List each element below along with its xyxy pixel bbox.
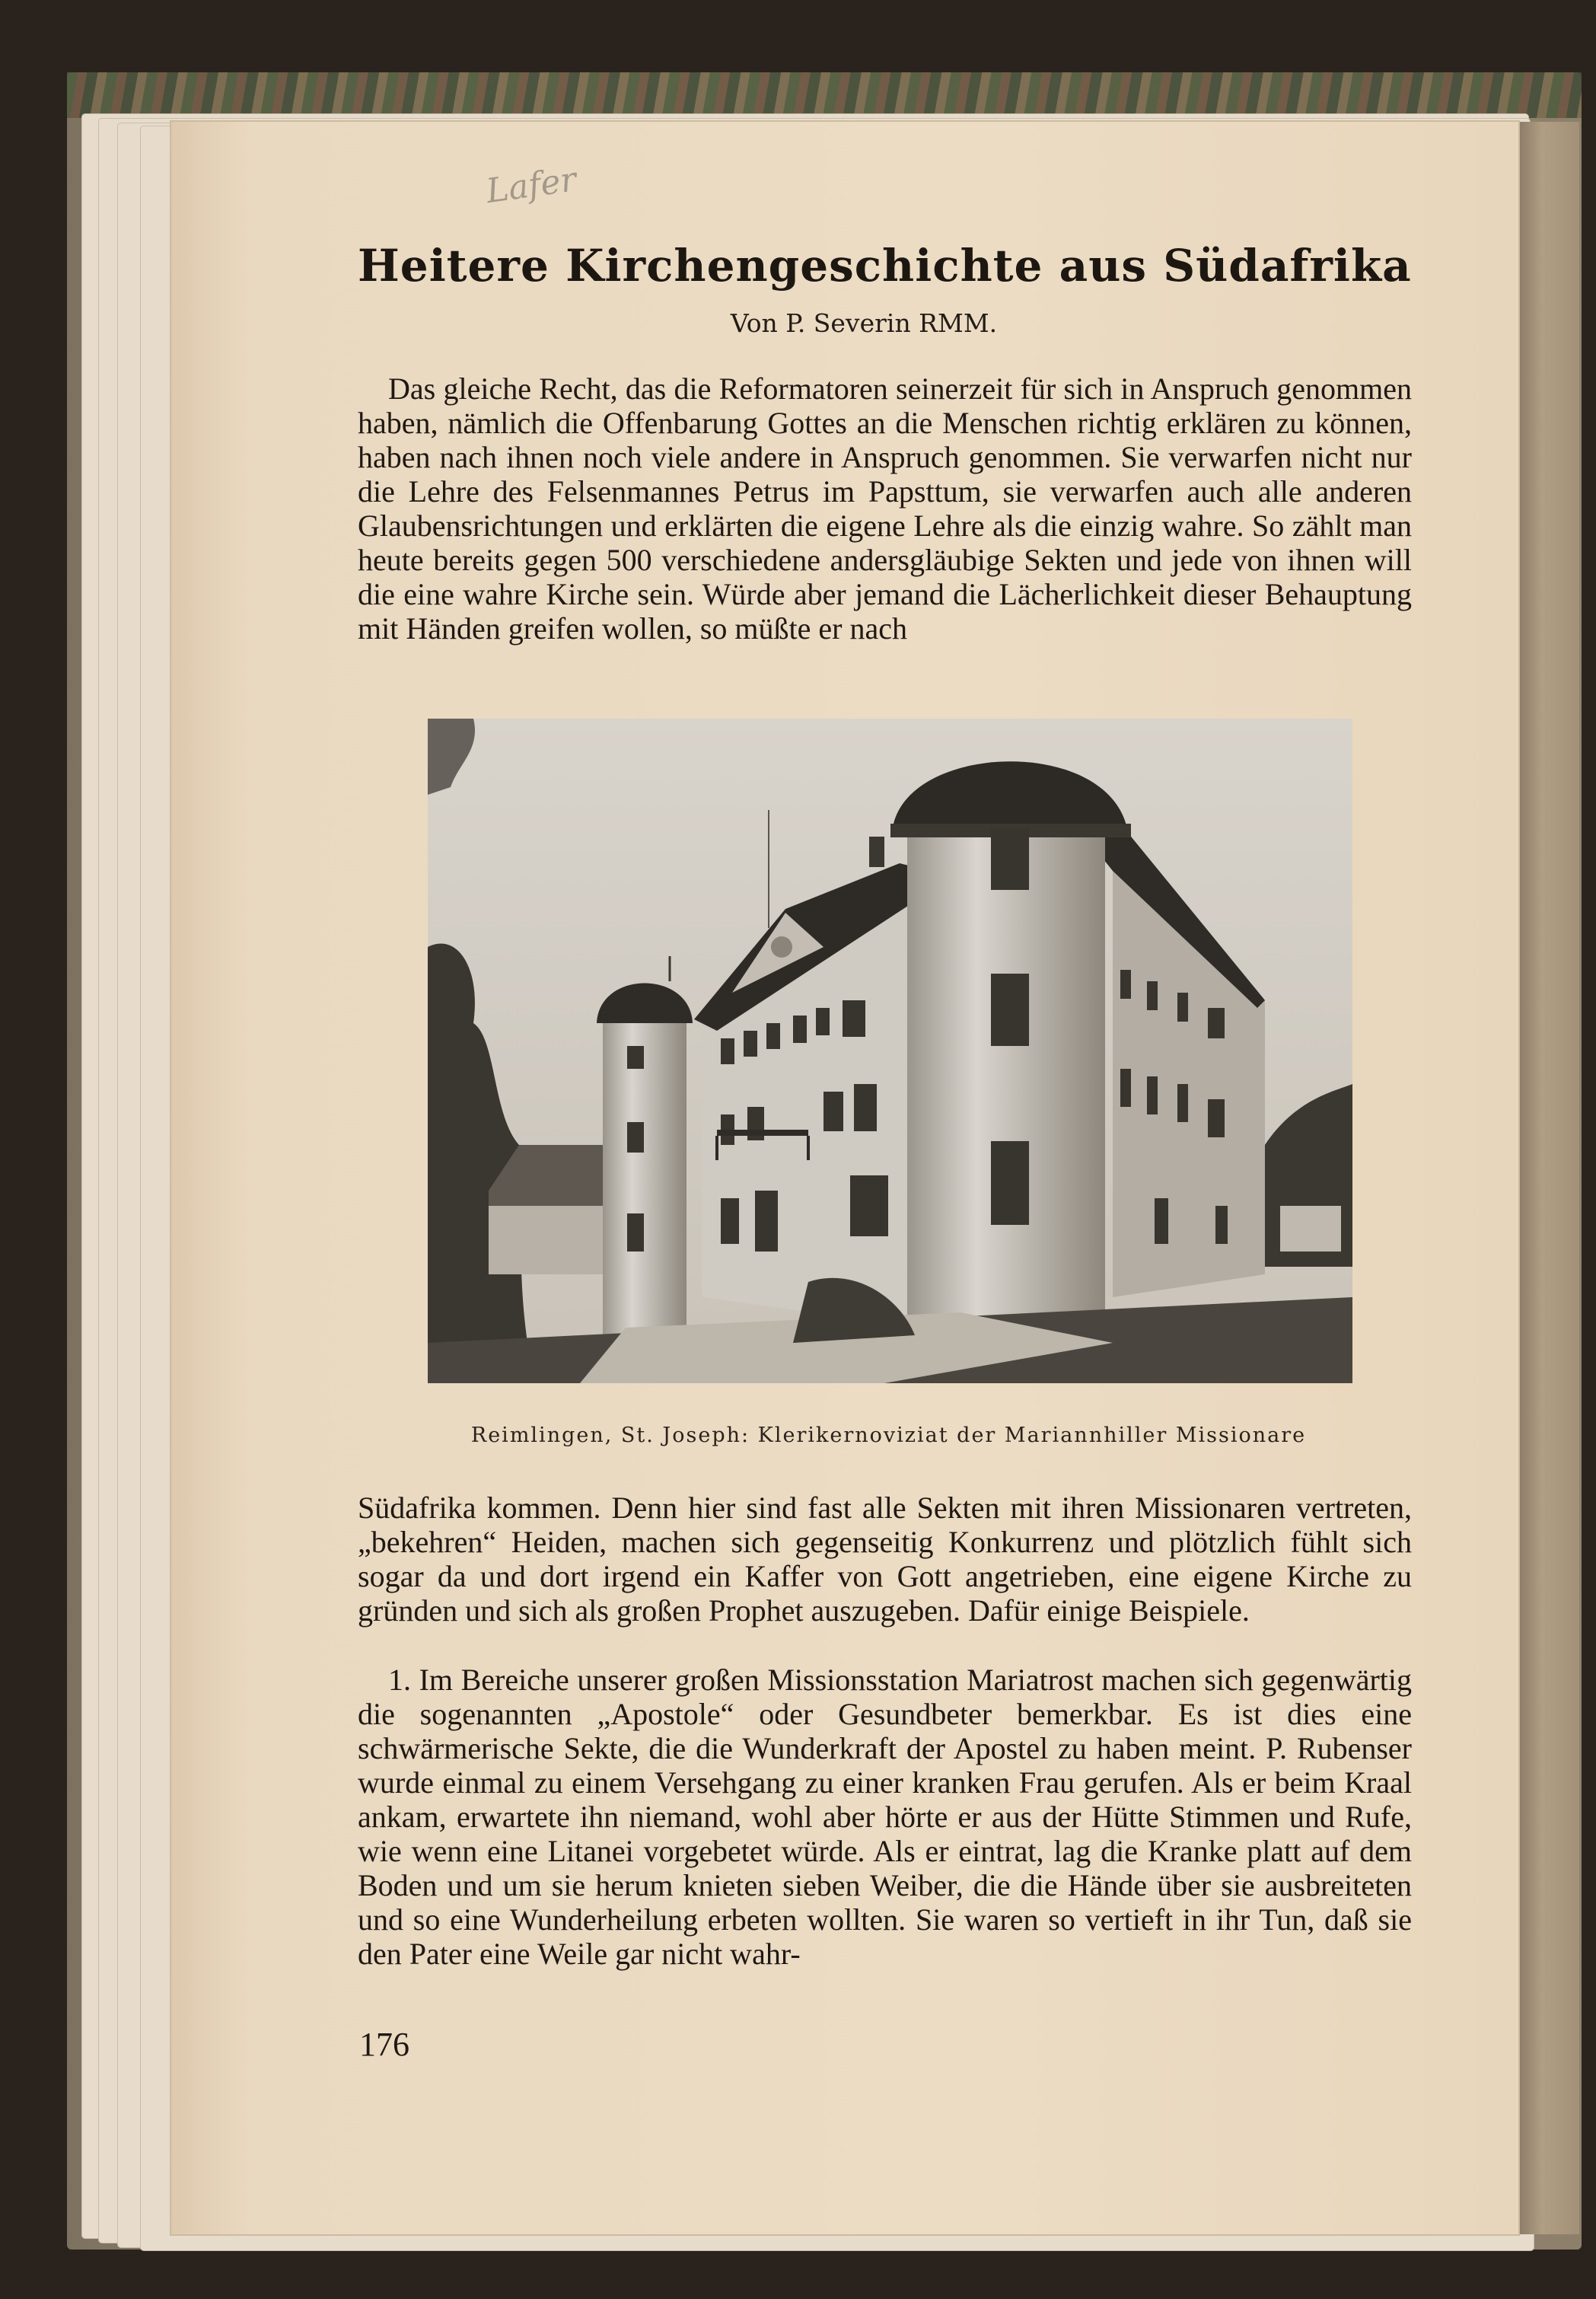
article-title: Heitere Kirchengeschichte aus Südafrika [358, 240, 1412, 292]
cover-marbled-edge [67, 72, 1582, 118]
page-number: 176 [359, 2026, 409, 2063]
facing-page-edge [1518, 122, 1579, 2234]
article-byline: Von P. Severin RMM. [730, 308, 998, 338]
paragraph-intro: Das gleiche Recht, das die Reformatoren seinerzeit für sich in Anspruch genommen haben, nämlich die Offenbarung Gottes an die Menschen richtig erklären zu können, haben nach ihnen noch viele andere in Anspruch genommen. Sie verwarfen nicht nur die Lehre des Felsenmannes Petrus im Papsttum, sie verwarfen auch alle anderen Glaubensrichtungen und erklärten die eigene Lehre als die einzig wahre. So zählt man heute bereits gegen 500 verschiedene andersgläubige Sekten und jede von ihnen will die eine wahre Kirche sein. Würde aber jemand die Lächerlichkeit dieser Behauptung mit Händen greifen wollen, so müßte er nach [358, 371, 1412, 646]
paragraph-numbered-1: 1. Im Bereiche unserer großen Missionsstation Mariatrost machen sich gegenwärtig die sogenannten „Apostole“ oder Gesundbeter bemerkbar. Es ist dies eine schwärmerische Sekte, die die Wunderkraft der Apostel zu haben meint. P. Rubenser wurde einmal zu einem Versehgang zu einer kranken Frau gerufen. Als er beim Kraal ankam, erwartete ihn niemand, wohl aber hörte er aus der Hütte Stimmen und Rufe, wie wenn eine Litanei vorgebetet würde. Als er eintrat, lag die Kranke platt auf dem Boden und um sie herum knieten sieben Weiber, die die Hände über sie ausbreiteten und so eine Wunderheilung erbeten wollten. Sie waren so vertieft in ihr Tun, daß sie den Pater eine Weile gar nicht wahr- [358, 1663, 1412, 1971]
paragraph-continuation: Südafrika kommen. Denn hier sind fast alle Sekten mit ihren Missionaren vertreten, „bekehren“ Heiden, machen sich gegenseitig Konkurrenz und plötzlich fühlt sich sogar da und dort irgend ein Kaffer von Gott angetrieben, eine eigene Kirche zu gründen und sich als großen Prophet auszugeben. Dafür einige Beispiele. [358, 1491, 1412, 1628]
building-photo [428, 719, 1352, 1383]
photo-caption: Reimlingen, St. Joseph: Klerikernoviziat der Mariannhiller Missionare [470, 1424, 1307, 1447]
pencil-margin-note: Lafer [483, 160, 579, 212]
castle-illustration [428, 719, 1352, 1383]
